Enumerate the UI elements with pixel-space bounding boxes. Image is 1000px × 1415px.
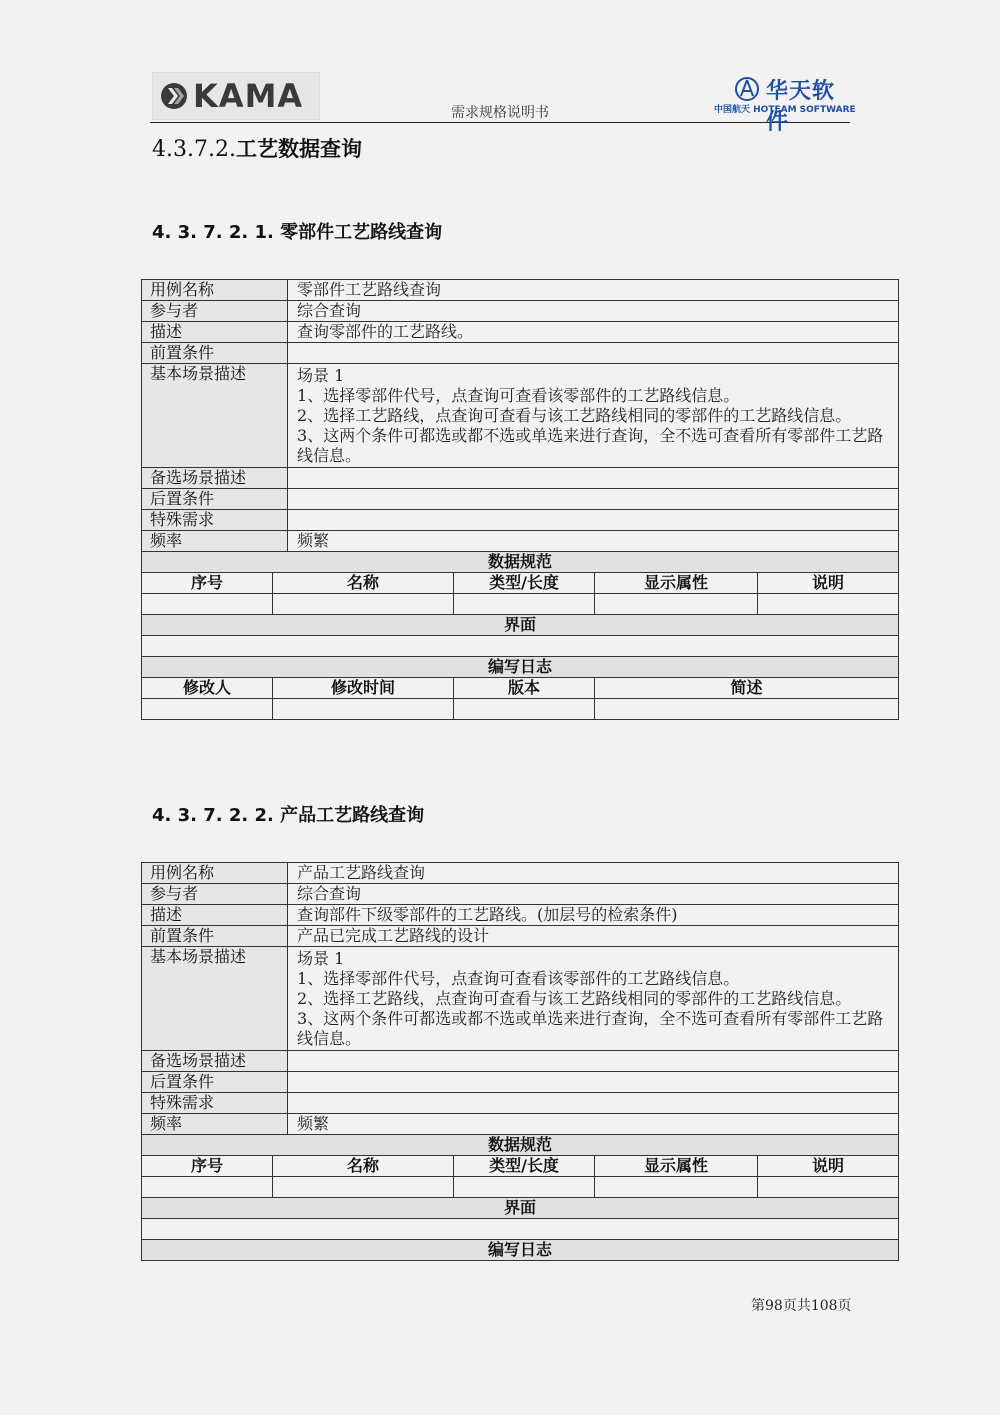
- row-label: 特殊需求: [142, 510, 288, 531]
- scenario-line: 场景 1: [297, 366, 345, 385]
- table-row: [142, 531, 899, 552]
- section-heading: [152, 133, 362, 163]
- column-header: 名称: [273, 573, 454, 594]
- kama-logo-text: KAMA: [193, 77, 304, 115]
- scenario-line: 2、选择工艺路线，点查询可查看与该工艺路线相同的零部件的工艺路线信息。: [297, 989, 852, 1008]
- table-row: [142, 322, 899, 343]
- hoteam-logo: [714, 74, 856, 135]
- column-header: 简述: [595, 678, 899, 699]
- table-row: [142, 947, 899, 1051]
- row-value: [288, 343, 899, 364]
- empty-cell: [273, 594, 454, 615]
- table-row: [142, 863, 899, 884]
- row-value: [288, 1093, 899, 1114]
- row-value: 零部件工艺路线查询: [288, 280, 899, 301]
- table-row: [142, 1219, 899, 1240]
- row-label: 描述: [142, 905, 288, 926]
- row-label: 频率: [142, 1114, 288, 1135]
- row-label: 用例名称: [142, 863, 288, 884]
- row-value: 综合查询: [288, 301, 899, 322]
- row-value: 产品已完成工艺路线的设计: [288, 926, 899, 947]
- table-row: [142, 615, 899, 636]
- table-row: [142, 1072, 899, 1093]
- hoteam-logo-cn: 华天软件: [766, 79, 836, 135]
- row-value: [288, 1051, 899, 1072]
- column-header: 说明: [758, 573, 899, 594]
- table-row: [142, 301, 899, 322]
- scenario-line: 3、这两个条件可都选或都不选或单选来进行查询，全不选可查看所有零部件工艺路线信息。: [297, 1009, 884, 1048]
- row-label: 前置条件: [142, 926, 288, 947]
- row-label: 用例名称: [142, 280, 288, 301]
- hoteam-logo-sub: 中国航天 HOTEAM SOFTWARE: [714, 105, 856, 115]
- table-row: [142, 1198, 899, 1219]
- empty-cell: [595, 594, 758, 615]
- table-row: [142, 364, 899, 468]
- row-value: [288, 1072, 899, 1093]
- row-value: [288, 489, 899, 510]
- basic-scenario: [288, 364, 899, 468]
- hoteam-logo-icon: [734, 76, 760, 102]
- empty-cell: [595, 699, 899, 720]
- table-row: [142, 1114, 899, 1135]
- usecase-heading-2: 4. 3. 7. 2. 2. 产品工艺路线查询: [152, 805, 425, 826]
- row-label: 参与者: [142, 301, 288, 322]
- document-title: 需求规格说明书: [451, 105, 549, 121]
- scenario-line: 2、选择工艺路线，点查询可查看与该工艺路线相同的零部件的工艺路线信息。: [297, 406, 852, 425]
- table-row: [142, 343, 899, 364]
- usecase-table-2: [141, 862, 899, 1261]
- ui-band: 界面: [142, 1198, 899, 1219]
- table-row: [142, 926, 899, 947]
- table-row: [142, 1093, 899, 1114]
- table-row: [142, 280, 899, 301]
- log-band: 编写日志: [142, 1240, 899, 1261]
- table-row: [142, 678, 899, 699]
- empty-cell: [454, 699, 595, 720]
- table-row: [142, 699, 899, 720]
- table-row: [142, 905, 899, 926]
- row-label: 参与者: [142, 884, 288, 905]
- scenario-line: 1、选择零部件代号，点查询可查看该零部件的工艺路线信息。: [297, 969, 740, 988]
- row-label: 基本场景描述: [142, 947, 288, 1051]
- row-label: 特殊需求: [142, 1093, 288, 1114]
- data-spec-band: 数据规范: [142, 552, 899, 573]
- row-label: 备选场景描述: [142, 1051, 288, 1072]
- row-value: 综合查询: [288, 884, 899, 905]
- empty-cell: [273, 1177, 454, 1198]
- column-header: 说明: [758, 1156, 899, 1177]
- empty-cell: [142, 1219, 899, 1240]
- column-header: 修改时间: [273, 678, 454, 699]
- table-row: [142, 884, 899, 905]
- column-header: 类型/长度: [454, 1156, 595, 1177]
- section-title: 工艺数据查询: [235, 137, 362, 161]
- row-label: 后置条件: [142, 489, 288, 510]
- scenario-line: 场景 1: [297, 949, 345, 968]
- row-label: 描述: [142, 322, 288, 343]
- empty-cell: [758, 1177, 899, 1198]
- column-header: 显示属性: [595, 573, 758, 594]
- table-row: [142, 1135, 899, 1156]
- row-label: 基本场景描述: [142, 364, 288, 468]
- table-row: [142, 1177, 899, 1198]
- empty-cell: [595, 1177, 758, 1198]
- row-value: [288, 468, 899, 489]
- table-row: [142, 552, 899, 573]
- empty-cell: [142, 699, 273, 720]
- table-row: [142, 510, 899, 531]
- table-row: [142, 1156, 899, 1177]
- row-value: 产品工艺路线查询: [288, 863, 899, 884]
- scenario-line: 1、选择零部件代号，点查询可查看该零部件的工艺路线信息。: [297, 386, 740, 405]
- column-header: 名称: [273, 1156, 454, 1177]
- empty-cell: [142, 1177, 273, 1198]
- row-value: 查询零部件的工艺路线。: [288, 322, 899, 343]
- row-label: 后置条件: [142, 1072, 288, 1093]
- table-row: [142, 657, 899, 678]
- table-row: [142, 489, 899, 510]
- ui-band: 界面: [142, 615, 899, 636]
- row-label: 备选场景描述: [142, 468, 288, 489]
- table-row: [142, 468, 899, 489]
- table-row: [142, 1051, 899, 1072]
- usecase-table-1: [141, 279, 899, 720]
- scenario-line: 3、这两个条件可都选或都不选或单选来进行查询，全不选可查看所有零部件工艺路线信息。: [297, 426, 884, 465]
- empty-cell: [142, 594, 273, 615]
- empty-cell: [454, 1177, 595, 1198]
- table-row: [142, 594, 899, 615]
- row-value: 频繁: [288, 531, 899, 552]
- column-header: 序号: [142, 573, 273, 594]
- table-row: [142, 1240, 899, 1261]
- column-header: 显示属性: [595, 1156, 758, 1177]
- row-label: 频率: [142, 531, 288, 552]
- section-number: 4.3.7.2.: [152, 137, 236, 162]
- page-header: [150, 70, 856, 135]
- usecase-heading-1: 4. 3. 7. 2. 1. 零部件工艺路线查询: [152, 222, 443, 243]
- page-number: 第98页共108页: [751, 1298, 852, 1314]
- empty-cell: [454, 594, 595, 615]
- column-header: 版本: [454, 678, 595, 699]
- row-value: [288, 510, 899, 531]
- row-value: 频繁: [288, 1114, 899, 1135]
- table-row: [142, 573, 899, 594]
- empty-cell: [273, 699, 454, 720]
- column-header: 序号: [142, 1156, 273, 1177]
- log-band: 编写日志: [142, 657, 899, 678]
- basic-scenario: [288, 947, 899, 1051]
- row-label: 前置条件: [142, 343, 288, 364]
- empty-cell: [758, 594, 899, 615]
- column-header: 修改人: [142, 678, 273, 699]
- table-row: [142, 636, 899, 657]
- row-value: 查询部件下级零部件的工艺路线。(加层号的检索条件): [288, 905, 899, 926]
- column-header: 类型/长度: [454, 573, 595, 594]
- data-spec-band: 数据规范: [142, 1135, 899, 1156]
- empty-cell: [142, 636, 899, 657]
